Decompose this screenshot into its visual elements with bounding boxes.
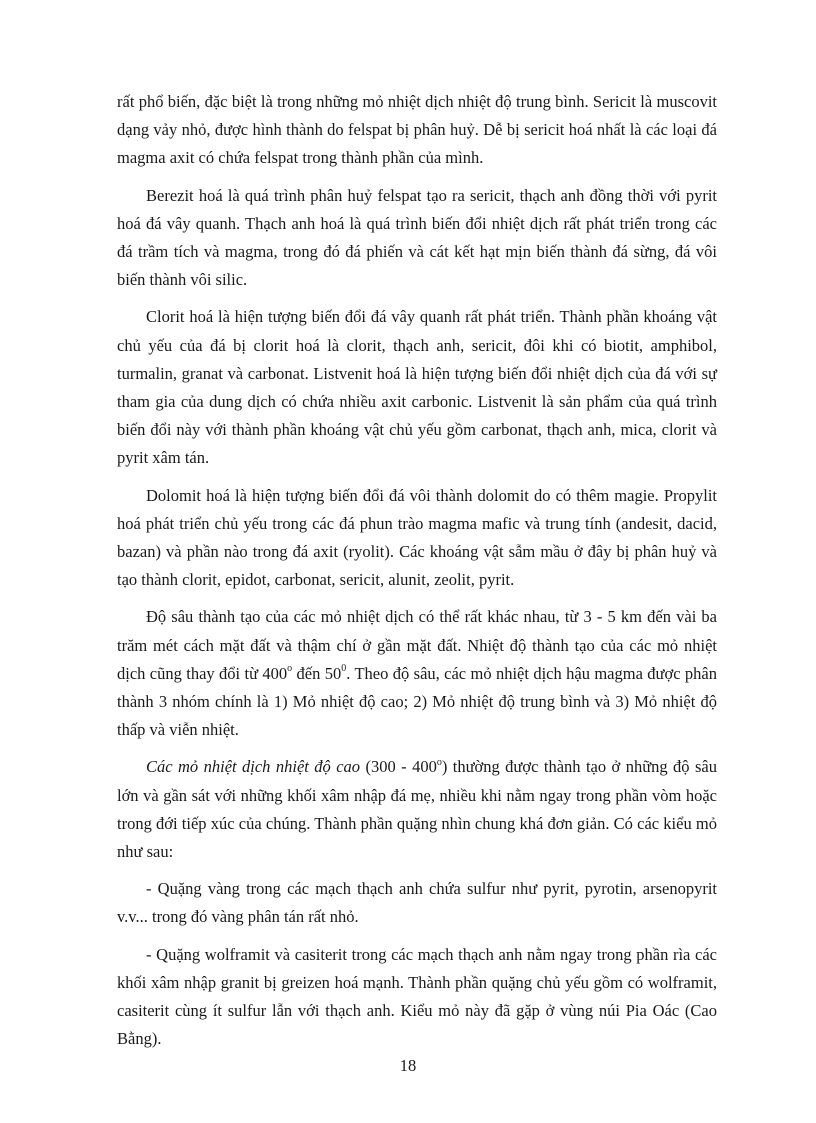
paragraph [117,88,717,173]
list-item [117,941,717,1054]
paragraph-text: Dolomit hoá là hiện tượng biến đổi đá vôi thành dolomit do có thêm magie. Propylit hoá phát triển chủ yếu trong các đá phun trào magma mafic và trung tính (andesit, dacid, bazan) và phần nào trong đá axit (ryolit). Các khoáng vật sẫm mầu ở đây bị phân huỷ và tạo thành clorit, epidot, carbonat, sericit, alunit, zeolit, pyrit. [117,485,717,590]
superscript: o [287,663,293,675]
paragraph-text: . Theo độ sâu, các mỏ nhiệt dịch hậu magma được phân thành 3 nhóm chính là 1) Mỏ nhiệt độ cao; 2) Mỏ nhiệt độ trung bình và 3) Mỏ nhiệt độ thấp và viễn nhiệt. [117,663,717,740]
paragraph [117,182,717,295]
list-item-text: - Quặng vàng trong các mạch thạch anh chứa sulfur như pyrit, pyrotin, arsenopyrit v.v... trong đó vàng phân tán rất nhỏ. [117,879,717,927]
list-item [117,875,717,931]
paragraph-text: rất phổ biến, đặc biệt là trong những mỏ nhiệt dịch nhiệt độ trung bình. Sericit là muscovit dạng vảy nhỏ, được hình thành do felspat bị phân huỷ. Dễ bị sericit hoá nhất là các loại đá magma axit có chứa felspat trong thành phần của mình. [117,92,717,168]
page-number: 18 [399,1056,417,1075]
italic-heading: Các mỏ nhiệt dịch nhiệt độ cao [146,757,361,777]
paragraph-text: Berezit hoá là quá trình phân huỷ felspat tạo ra sericit, thạch anh đồng thời với pyrit hoá đá vây quanh. Thạch anh hoá là quá trình biến đổi nhiệt dịch rất phát triển trong các đá trầm tích và magma, trong đó đá phiến và cát kết hạt mịn biến thành đá sừng, đá vôi biến thành vôi silic. [117,185,717,290]
paragraph [117,303,717,472]
paragraph-text: (300 - 400 [360,757,437,777]
paragraph [117,482,717,595]
paragraph-text: Clorit hoá là hiện tượng biến đổi đá vây quanh rất phát triển. Thành phần khoáng vật chủ yếu của đá bị clorit hoá là clorit, thạch anh, sericit, đôi khi có biotit, amphibol, turmalin, granat và carbonat. Listvenit hoá là hiện tượng biến đổi nhiệt dịch của đá với sự tham gia của dung dịch có chứa nhiều axit carbonic. Listvenit là sản phẩm của quá trình biến đổi này với thành phần khoáng vật chủ yếu gồm carbonat, thạch anh, mica, clorit và pyrit xâm tán. [117,307,717,468]
paragraph [117,603,717,744]
paragraph-text: ) thường được thành tạo ở những độ sâu lớn và gần sát với những khối xâm nhập đá mẹ, nhiều khi nằm ngay trong phần vòm hoặc trong đới tiếp xúc của chúng. Thành phần quặng nhìn chung khá đơn giản. Có các kiểu mỏ như sau: [117,757,717,862]
paragraph-text: đến 50 [292,663,342,683]
paragraph [117,753,717,866]
superscript: o [436,756,442,768]
paragraph-text: Độ sâu thành tạo của các mỏ nhiệt dịch có thể rất khác nhau, từ 3 - 5 km đến vài ba trăm mét cách mặt đất và thậm chí ở gần mặt đất. Nhiệt độ thành tạo của các mỏ nhiệt dịch cũng thay đổi từ 400 [117,607,717,683]
body-text [117,88,717,1063]
list-item-text: - Quặng wolframit và casiterit trong các mạch thạch anh nằm ngay trong phần rìa các khối xâm nhập granit bị greizen hoá mạnh. Thành phần quặng chủ yếu gồm có wolframit, casiterit cùng ít sulfur lẫn với thạch anh. Kiểu mỏ này đã gặp ở vùng núi Pia Oác (Cao Bằng). [117,944,717,1049]
superscript: 0 [341,663,347,675]
